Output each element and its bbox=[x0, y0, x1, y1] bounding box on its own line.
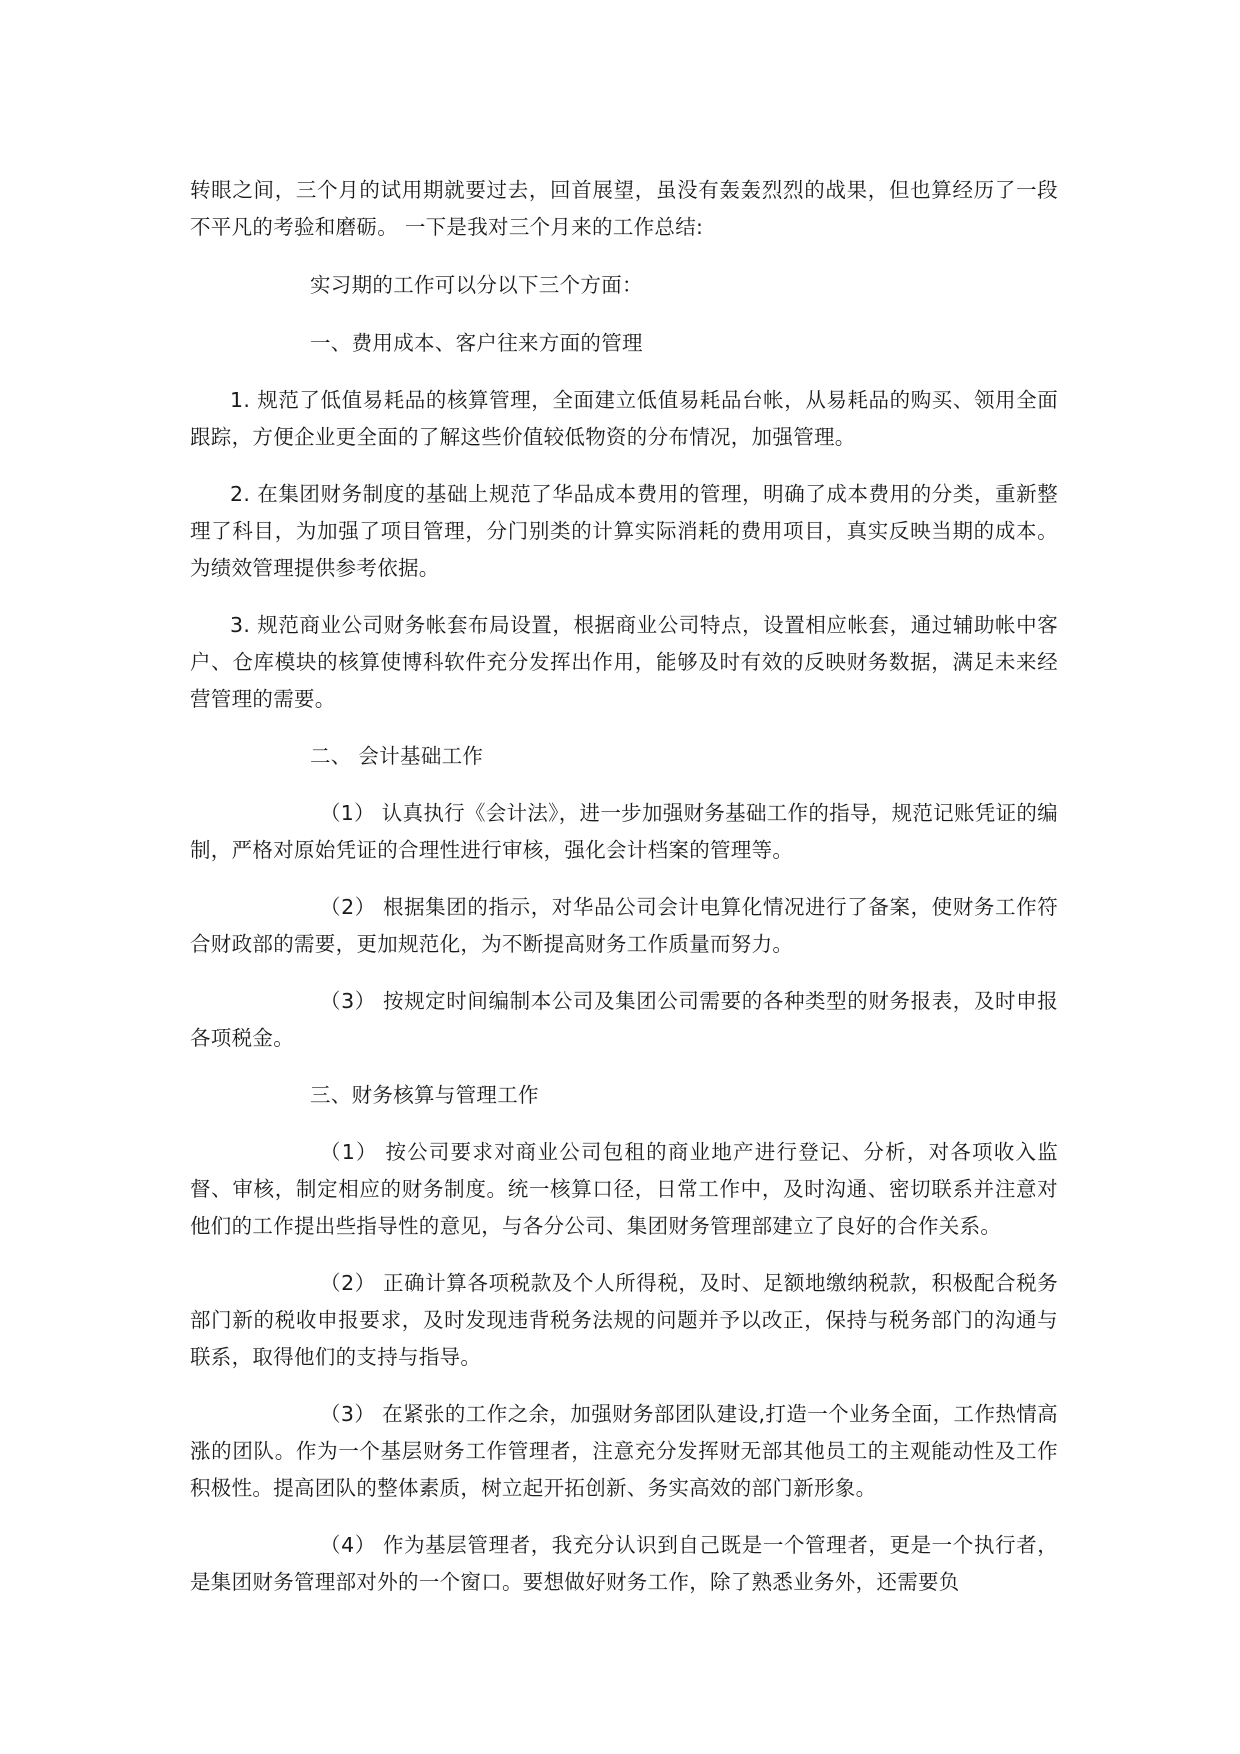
section2-item-2: （2） 根据集团的指示，对华品公司会计电算化情况进行了备案，使财务工作符合财政部的需要，更加规范化，为不断提高财务工作质量而努力。 bbox=[190, 895, 1058, 956]
section1-item-2: 2. 在集团财务制度的基础上规范了华品成本费用的管理，明确了成本费用的分类，重新整理了科目，为加强了项目管理，分门别类的计算实际消耗的费用项目，真实反映当期的成本。为绩效管理提供参考依据。 bbox=[190, 482, 1058, 580]
section-heading-1: 一、费用成本、客户往来方面的管理 bbox=[310, 331, 643, 355]
section1-item-3: 3. 规范商业公司财务帐套布局设置，根据商业公司特点，设置相应帐套，通过辅助帐中客户、仓库模块的核算使博科软件充分发挥出作用，能够及时有效的反映财务数据，满足未来经营管理的需要。 bbox=[190, 613, 1058, 711]
section-heading-2: 二、 会计基础工作 bbox=[310, 744, 484, 768]
intro-paragraph: 转眼之间，三个月的试用期就要过去，回首展望，虽没有轰轰烈烈的战果，但也算经历了一段不平凡的考验和磨砺。 一下是我对三个月来的工作总结: bbox=[190, 178, 1058, 239]
section-heading-3: 三、财务核算与管理工作 bbox=[310, 1083, 539, 1107]
section2-item-3: （3） 按规定时间编制本公司及集团公司需要的各种类型的财务报表，及时申报各项税金。 bbox=[190, 989, 1058, 1050]
section1-item-1: 1. 规范了低值易耗品的核算管理，全面建立低值易耗品台帐，从易耗品的购买、领用全面跟踪，方便企业更全面的了解这些价值较低物资的分布情况，加强管理。 bbox=[190, 388, 1058, 449]
section3-item-3: （3） 在紧张的工作之余，加强财务部团队建设,打造一个业务全面，工作热情高涨的团队。作为一个基层财务工作管理者，注意充分发挥财无部其他员工的主观能动性及工作积极性。提高团队的整体素质，树立起开拓创新、务实高效的部门新形象。 bbox=[190, 1402, 1058, 1500]
section3-item-1: （1） 按公司要求对商业公司包租的商业地产进行登记、分析，对各项收入监督、审核，制定相应的财务制度。统一核算口径，日常工作中，及时沟通、密切联系并注意对他们的工作提出些指导性的意见，与各分公司、集团财务管理部建立了良好的合作关系。 bbox=[190, 1140, 1058, 1238]
section3-item-2: （2） 正确计算各项税款及个人所得税，及时、足额地缴纳税款，积极配合税务部门新的税收申报要求，及时发现违背税务法规的问题并予以改正，保持与税务部门的沟通与联系，取得他们的支持与指导。 bbox=[190, 1271, 1058, 1369]
overview-line: 实习期的工作可以分以下三个方面： bbox=[310, 273, 643, 297]
section2-item-1: （1） 认真执行《会计法》，进一步加强财务基础工作的指导，规范记账凭证的编制，严格对原始凭证的合理性进行审核，强化会计档案的管理等。 bbox=[190, 801, 1058, 862]
document-body bbox=[190, 172, 1058, 1601]
section3-item-4: （4） 作为基层管理者，我充分认识到自己既是一个管理者，更是一个执行者，是集团财务管理部对外的一个窗口。要想做好财务工作，除了熟悉业务外，还需要负 bbox=[190, 1533, 1058, 1594]
